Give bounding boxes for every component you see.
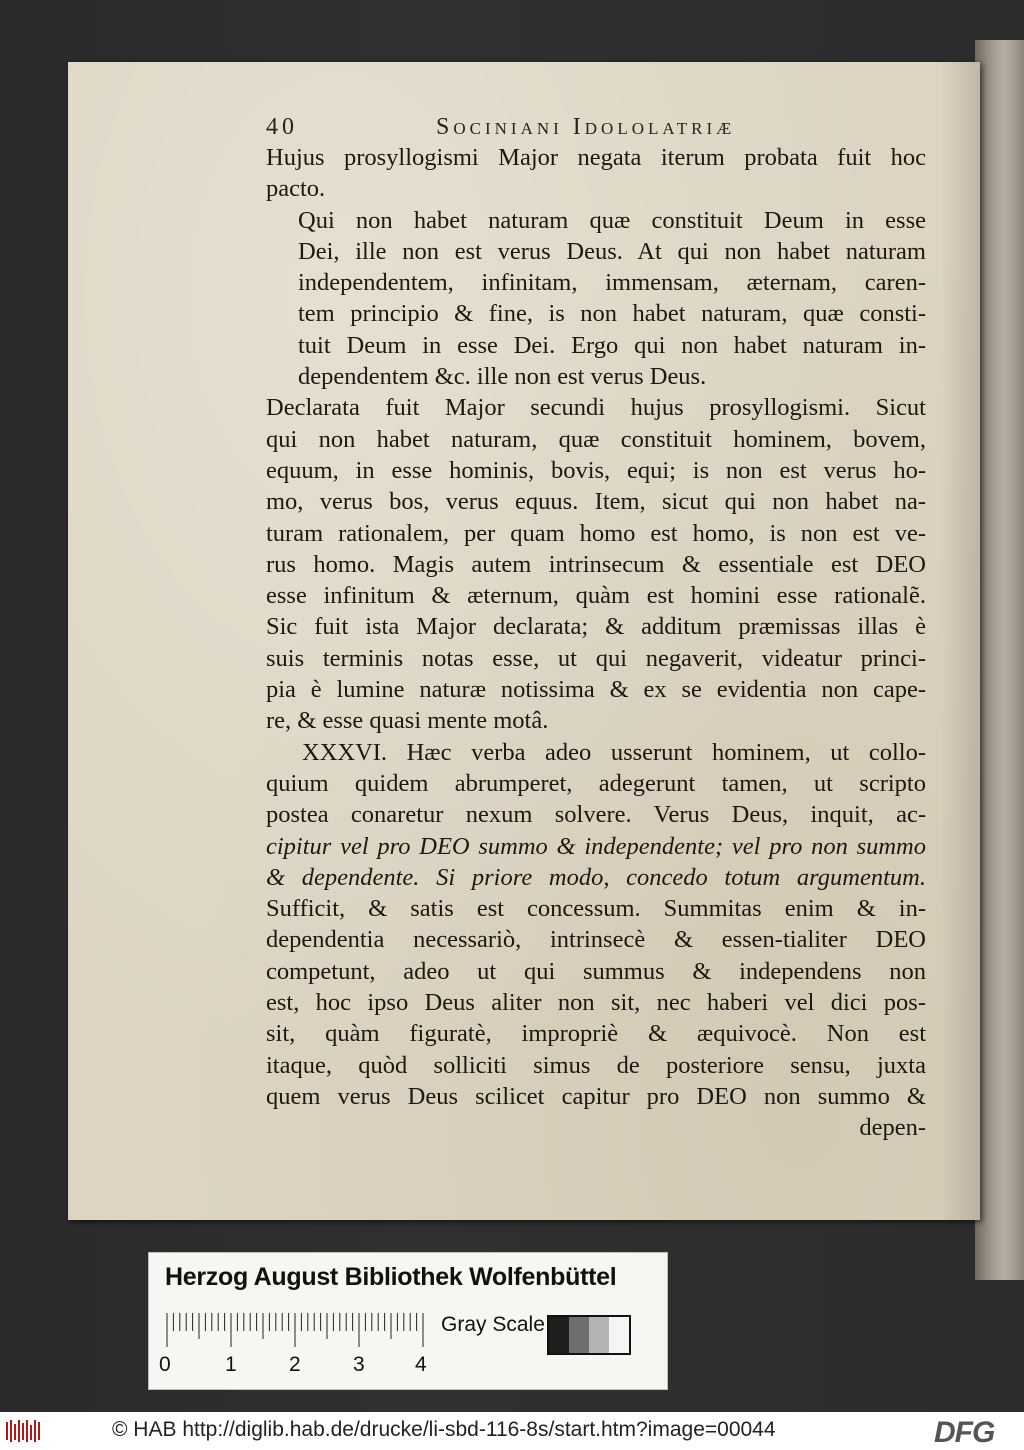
running-title: Sociniani Idololatriæ <box>436 114 736 140</box>
copyright-link[interactable]: © HAB http://diglib.hab.de/drucke/li-sbd-116-8s/start.htm?image=00044 <box>112 1418 776 1441</box>
text-line: tem principio & fine, is non habet naturam, quæ consti- <box>298 300 926 328</box>
gutter-shadow <box>940 62 980 1220</box>
page-number: 40 <box>266 114 298 140</box>
book-page <box>68 62 980 1220</box>
gray-patch <box>549 1317 569 1353</box>
text-line: Declarata fuit Major secundi hujus prosyllogismi. Sicut <box>266 394 926 422</box>
text-line: XXXVI. Hæc verba adeo usserunt hominem, ut collo- <box>302 738 926 766</box>
body-text <box>266 142 926 1144</box>
text-line: equum, in esse hominis, bovis, equi; is non est verus ho- <box>266 456 926 484</box>
text-line: est, hoc ipso Deus aliter non sit, nec haberi vel dici pos- <box>266 989 926 1017</box>
text-line: quium quidem abrumperet, adegerunt tamen, ut scripto <box>266 769 926 797</box>
text-line: suis terminis notas esse, ut qui negaverit, videatur princi- <box>266 644 926 672</box>
catchword: depen- <box>859 1114 926 1142</box>
text-line: competunt, adeo ut qui summus & independens non <box>266 957 926 985</box>
adjacent-page-edge <box>975 40 1024 1280</box>
text-line: qui non habet naturam, quæ constituit hominem, bovem, <box>266 425 926 453</box>
ruler-number: 2 <box>289 1353 301 1376</box>
text-line: turam rationalem, per quam homo est homo, is non est ve- <box>266 519 926 547</box>
ruler-number: 3 <box>353 1353 365 1376</box>
text-line: postea conaretur nexum solvere. Verus Deus, inquit, ac- <box>266 801 926 829</box>
scale-ruler <box>163 1313 433 1347</box>
text-line: esse infinitum & æternum, quàm est homini esse rationalẽ. <box>266 582 926 610</box>
hab-barcode-logo-icon <box>6 1420 42 1442</box>
text-line: Sufficit, & satis est concessum. Summitas enim & in- <box>266 895 926 923</box>
ruler-number: 4 <box>415 1353 427 1376</box>
text-line: pacto. <box>266 175 326 203</box>
text-line: cipitur vel pro DEO summo & independente; vel pro non summo <box>266 832 926 860</box>
text-line: Qui non habet naturam quæ constituit Deum in esse <box>298 206 926 234</box>
text-line: dependentia necessariò, intrinsecè & essen-tialiter DEO <box>266 926 926 954</box>
text-line: re, & esse quasi mente motâ. <box>266 707 549 735</box>
text-line: rus homo. Magis autem intrinsecum & essentiale est DEO <box>266 550 926 578</box>
gray-patch <box>609 1317 629 1353</box>
text-line: pia è lumine naturæ notissima & ex se evidentia non cape- <box>266 676 926 704</box>
text-line: dependentem &c. ille non est verus Deus. <box>298 363 707 391</box>
text-line: & dependente. Si priore modo, concedo totum argumentum. <box>266 863 926 891</box>
card-title: Herzog August Bibliothek Wolfenbüttel <box>165 1263 617 1291</box>
text-line: Hujus prosyllogismi Major negata iterum probata fuit hoc <box>266 144 926 171</box>
text-line: quem verus Deus scilicet capitur pro DEO non summo & <box>266 1082 926 1110</box>
gray-scale-patches <box>547 1315 631 1355</box>
ruler-number: 0 <box>159 1353 171 1376</box>
text-line: itaque, quòd solliciti simus de posteriore sensu, juxta <box>266 1051 926 1079</box>
page-header <box>266 114 926 144</box>
text-line: Dei, ille non est verus Deus. At qui non habet naturam <box>298 237 926 265</box>
gray-scale-label: Gray Scale <box>441 1313 545 1336</box>
ruler-number: 1 <box>225 1353 237 1376</box>
dfg-logo: DFG <box>934 1416 995 1449</box>
ruler-ticks <box>163 1313 433 1347</box>
text-line: sit, quàm figuratè, impropriè & æquivocè. Non est <box>266 1020 926 1048</box>
text-line: tuit Deum in esse Dei. Ergo qui non habet naturam in- <box>298 331 926 359</box>
gray-patch <box>569 1317 589 1353</box>
text-line: independentem, infinitam, immensam, æternam, caren- <box>298 269 926 297</box>
text-line: mo, verus bos, verus equus. Item, sicut qui non habet na- <box>266 488 926 516</box>
text-line: Sic fuit ista Major declarata; & additum præmissas illas è <box>266 613 926 641</box>
footer-bar <box>0 1412 1024 1450</box>
color-calibration-card <box>148 1252 668 1390</box>
gray-patch <box>589 1317 609 1353</box>
